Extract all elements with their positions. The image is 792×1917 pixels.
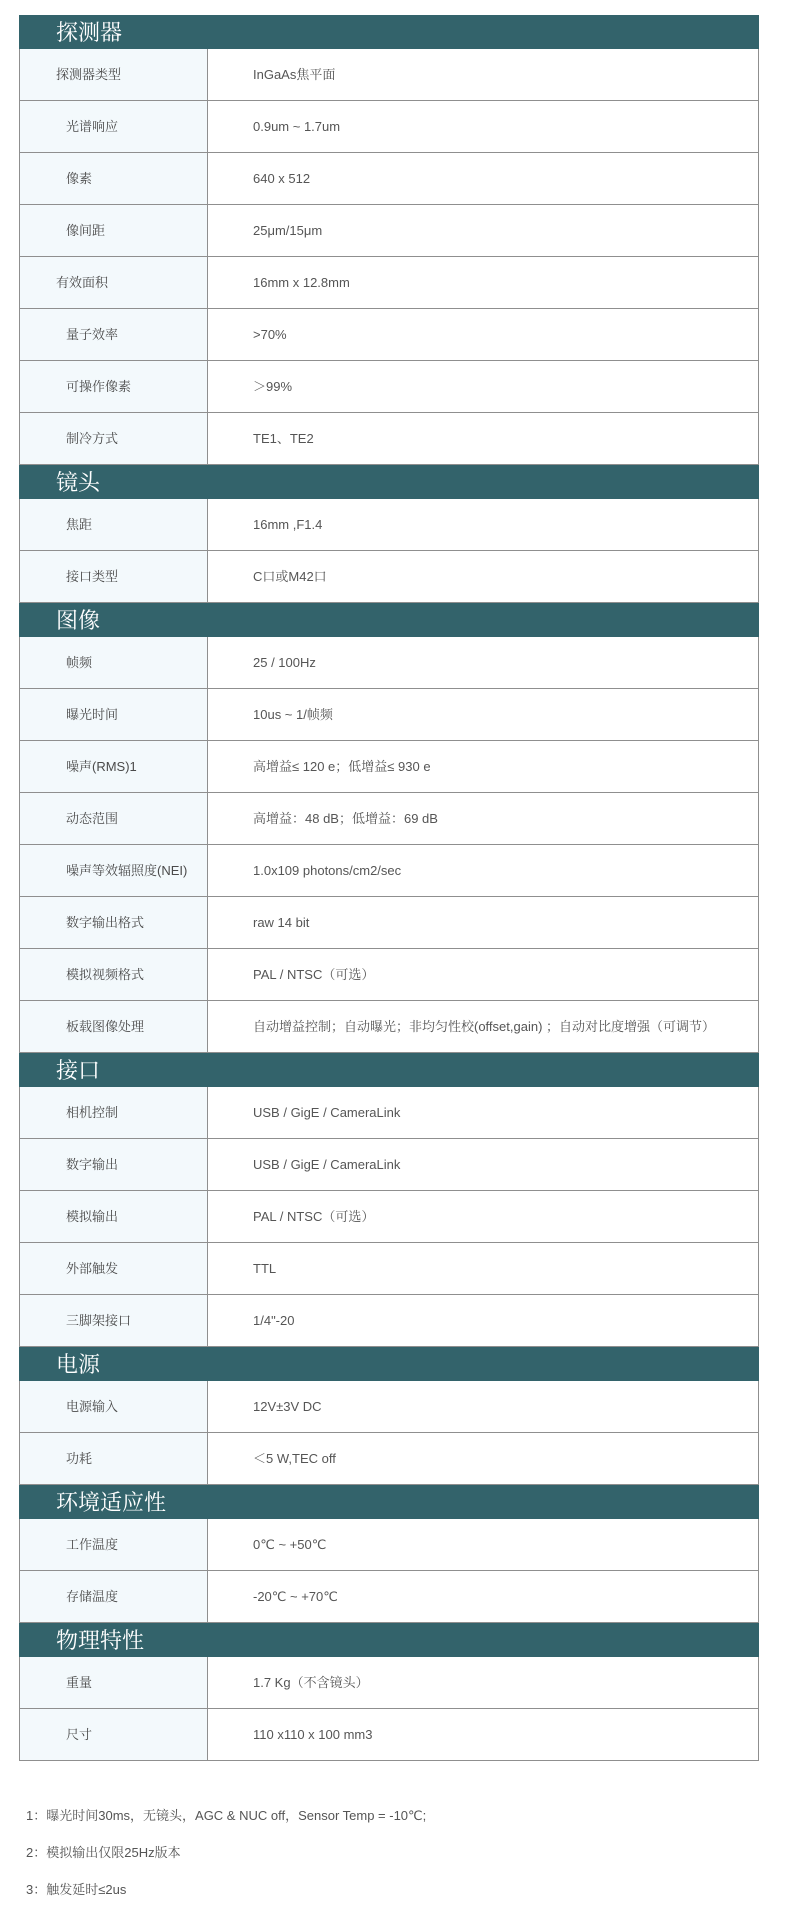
table-row xyxy=(19,793,759,845)
section-header: 镜头 xyxy=(19,465,759,499)
table-row xyxy=(19,1571,759,1623)
row-label: 模拟视频格式 xyxy=(20,949,208,1000)
table-row xyxy=(19,499,759,551)
table-row xyxy=(19,949,759,1001)
section-header: 物理特性 xyxy=(19,1623,759,1657)
row-value: 0.9um ~ 1.7um xyxy=(253,119,341,134)
row-value: USB / GigE / CameraLink xyxy=(253,1157,401,1172)
spec-table xyxy=(19,15,759,1761)
table-row xyxy=(19,1295,759,1347)
row-label: 外部触发 xyxy=(20,1243,208,1294)
section-header: 探测器 xyxy=(19,15,759,49)
table-row xyxy=(19,551,759,603)
row-value: 10us ~ 1/帧频 xyxy=(253,707,333,722)
row-label: 量子效率 xyxy=(20,309,208,360)
row-label: 像素 xyxy=(20,153,208,204)
row-value: ＜5 W,TEC off xyxy=(253,1451,336,1466)
row-label: 动态范围 xyxy=(20,793,208,844)
row-value: 高增益：48 dB；低增益：69 dB xyxy=(253,811,438,826)
row-value: 1/4"-20 xyxy=(253,1313,295,1328)
section-header: 电源 xyxy=(19,1347,759,1381)
row-value: 1.7 Kg（不含镜头） xyxy=(253,1675,369,1690)
table-row xyxy=(19,1243,759,1295)
footnote: 3：触发延时≤2us xyxy=(26,1882,127,1897)
row-value: 110 x110 x 100 mm3 xyxy=(253,1727,373,1742)
row-label: 制冷方式 xyxy=(20,413,208,464)
row-label: 曝光时间 xyxy=(20,689,208,740)
table-row xyxy=(19,413,759,465)
row-value: raw 14 bit xyxy=(253,915,310,930)
table-row xyxy=(19,361,759,413)
table-row xyxy=(19,1709,759,1761)
row-label: 重量 xyxy=(20,1657,208,1708)
row-label: 帧频 xyxy=(20,637,208,688)
table-row xyxy=(19,205,759,257)
row-label: 板载图像处理 xyxy=(20,1001,208,1052)
row-label: 像间距 xyxy=(20,205,208,256)
row-label: 数字输出格式 xyxy=(20,897,208,948)
table-row xyxy=(19,1139,759,1191)
section-header: 环境适应性 xyxy=(19,1485,759,1519)
section-header: 接口 xyxy=(19,1053,759,1087)
row-label: 电源输入 xyxy=(20,1381,208,1432)
table-row xyxy=(19,1519,759,1571)
row-value: 高增益≤ 120 e；低增益≤ 930 e xyxy=(253,759,431,774)
row-value: C口或M42口 xyxy=(253,569,327,584)
row-label: 可操作像素 xyxy=(20,361,208,412)
table-row xyxy=(19,153,759,205)
row-value: InGaAs焦平面 xyxy=(253,67,336,82)
footnote: 1：曝光时间30ms，无镜头，AGC & NUC off，Sensor Temp = -10℃; xyxy=(26,1808,427,1823)
table-row xyxy=(19,1087,759,1139)
row-label: 有效面积 xyxy=(20,257,208,308)
footnotes xyxy=(26,1806,426,1917)
table-row xyxy=(19,741,759,793)
row-label: 存储温度 xyxy=(20,1571,208,1622)
row-label: 工作温度 xyxy=(20,1519,208,1570)
row-value: 640 x 512 xyxy=(253,171,311,186)
table-row xyxy=(19,1433,759,1485)
row-value: 16mm ,F1.4 xyxy=(253,517,323,532)
table-row xyxy=(19,49,759,101)
table-row xyxy=(19,257,759,309)
row-value: PAL / NTSC（可选） xyxy=(253,967,375,982)
table-row xyxy=(19,1381,759,1433)
row-value: 16mm x 12.8mm xyxy=(253,275,350,290)
row-value: 0℃ ~ +50℃ xyxy=(253,1537,327,1552)
footnote: 2：模拟输出仅限25Hz版本 xyxy=(26,1845,181,1860)
row-value: USB / GigE / CameraLink xyxy=(253,1105,401,1120)
table-row xyxy=(19,309,759,361)
row-value: >70% xyxy=(253,327,287,342)
row-label: 光谱响应 xyxy=(20,101,208,152)
row-label: 功耗 xyxy=(20,1433,208,1484)
row-label: 相机控制 xyxy=(20,1087,208,1138)
row-value: ＞99% xyxy=(253,379,293,394)
table-row xyxy=(19,1191,759,1243)
table-row xyxy=(19,1657,759,1709)
row-value: 25μm/15μm xyxy=(253,223,323,238)
table-row xyxy=(19,845,759,897)
row-value: 25 / 100Hz xyxy=(253,655,316,670)
section-header: 图像 xyxy=(19,603,759,637)
row-value: 12V±3V DC xyxy=(253,1399,322,1414)
table-row xyxy=(19,101,759,153)
row-label: 噪声等效辐照度(NEI) xyxy=(20,845,208,896)
row-label: 尺寸 xyxy=(20,1709,208,1760)
row-value: -20℃ ~ +70℃ xyxy=(253,1589,338,1604)
row-value: TE1、TE2 xyxy=(253,431,314,446)
row-value: PAL / NTSC（可选） xyxy=(253,1209,375,1224)
table-row xyxy=(19,637,759,689)
row-value: TTL xyxy=(253,1261,277,1276)
row-label: 接口类型 xyxy=(20,551,208,602)
row-label: 焦距 xyxy=(20,499,208,550)
row-value: 自动增益控制；自动曝光；非均匀性校(offset,gain) ；自动对比度增强（可调节） xyxy=(253,1019,716,1034)
row-label: 三脚架接口 xyxy=(20,1295,208,1346)
row-label: 探测器类型 xyxy=(20,49,208,100)
table-row xyxy=(19,1001,759,1053)
row-value: 1.0x109 photons/cm2/sec xyxy=(253,863,402,878)
table-row xyxy=(19,897,759,949)
row-label: 模拟输出 xyxy=(20,1191,208,1242)
row-label: 噪声(RMS)1 xyxy=(20,741,208,792)
row-label: 数字输出 xyxy=(20,1139,208,1190)
table-row xyxy=(19,689,759,741)
